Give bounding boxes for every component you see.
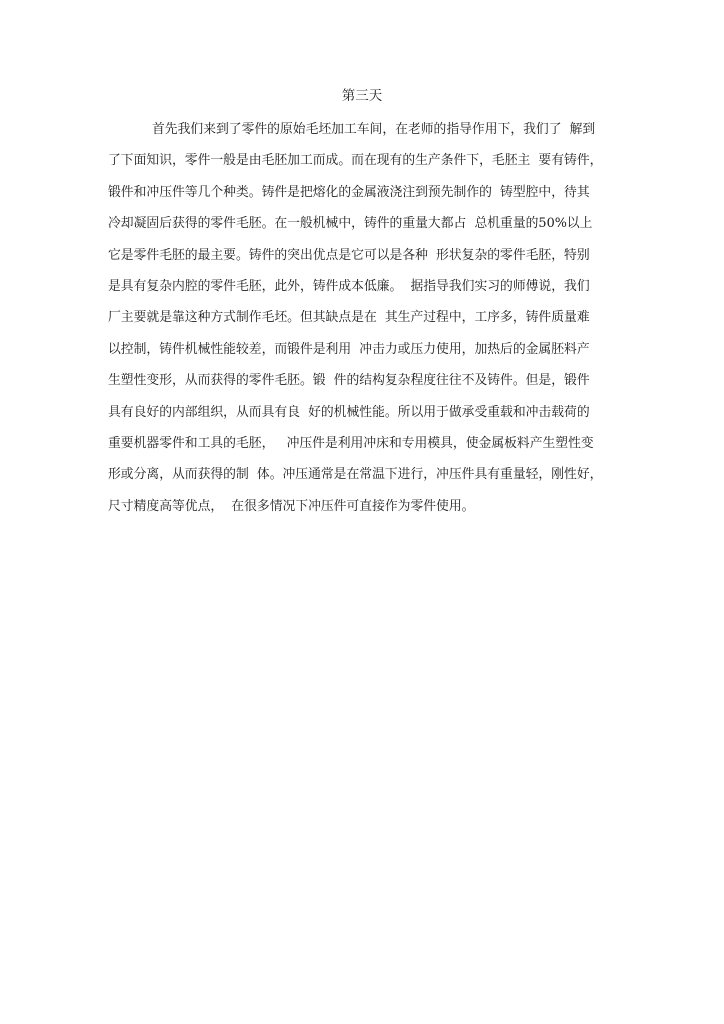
paragraph-line: 冷却凝固后获得的零件毛胚。在一般机械中，铸件的重量大都占 总机重量的50%以上	[108, 216, 593, 232]
paragraph-line: 锻件和冲压件等几个种类。铸件是把熔化的金属液浇注到预先制作的 铸型腔中，待其	[108, 184, 590, 200]
paragraph-line: 尺寸精度高等优点， 在很多情况下冲压件可直接作为零件使用。	[108, 498, 475, 514]
document-title: 第三天	[341, 88, 383, 104]
paragraph-line: 重要机器零件和工具的毛胚， 冲压件是利用冲床和专用模具，使金属板料产生塑性变	[108, 435, 594, 451]
paragraph-line: 以控制，铸件机械性能较差，而锻件是利用 冲击力或压力使用，加热后的金属胚料产	[108, 341, 590, 357]
document-body	[108, 120, 628, 528]
paragraph-line: 形或分离，从而获得的制 体。冲压通常是在常温下进行，冲压件具有重量轻，刚性好，	[108, 467, 603, 483]
paragraph-line: 厂主要就是靠这种方式制作毛坯。但其缺点是在 其生产过程中，工序多，铸件质量难	[108, 310, 590, 326]
paragraph-line: 了下面知识，零件一般是由毛胚加工而成。而在现有的生产条件下，毛胚主 要有铸件，	[108, 153, 603, 169]
paragraph-line: 具有良好的内部组织，从而具有良 好的机械性能。所以用于做承受重载和冲击载荷的	[108, 404, 590, 420]
paragraph-line: 它是零件毛胚的最主要。铸件的突出优点是它可以是各种 形状复杂的零件毛胚，特别	[108, 247, 590, 263]
paragraph-line: 首先我们来到了零件的原始毛坯加工车间，在老师的指导作用下，我们了 解到	[152, 122, 596, 137]
paragraph-line: 生塑性变形，从而获得的零件毛胚。锻 件的结构复杂程度往往不及铸件。但是，锻件	[108, 373, 590, 389]
paragraph-line: 是具有复杂内腔的零件毛胚，此外，铸件成本低廉。 据指导我们实习的师傅说，我们	[108, 278, 590, 294]
